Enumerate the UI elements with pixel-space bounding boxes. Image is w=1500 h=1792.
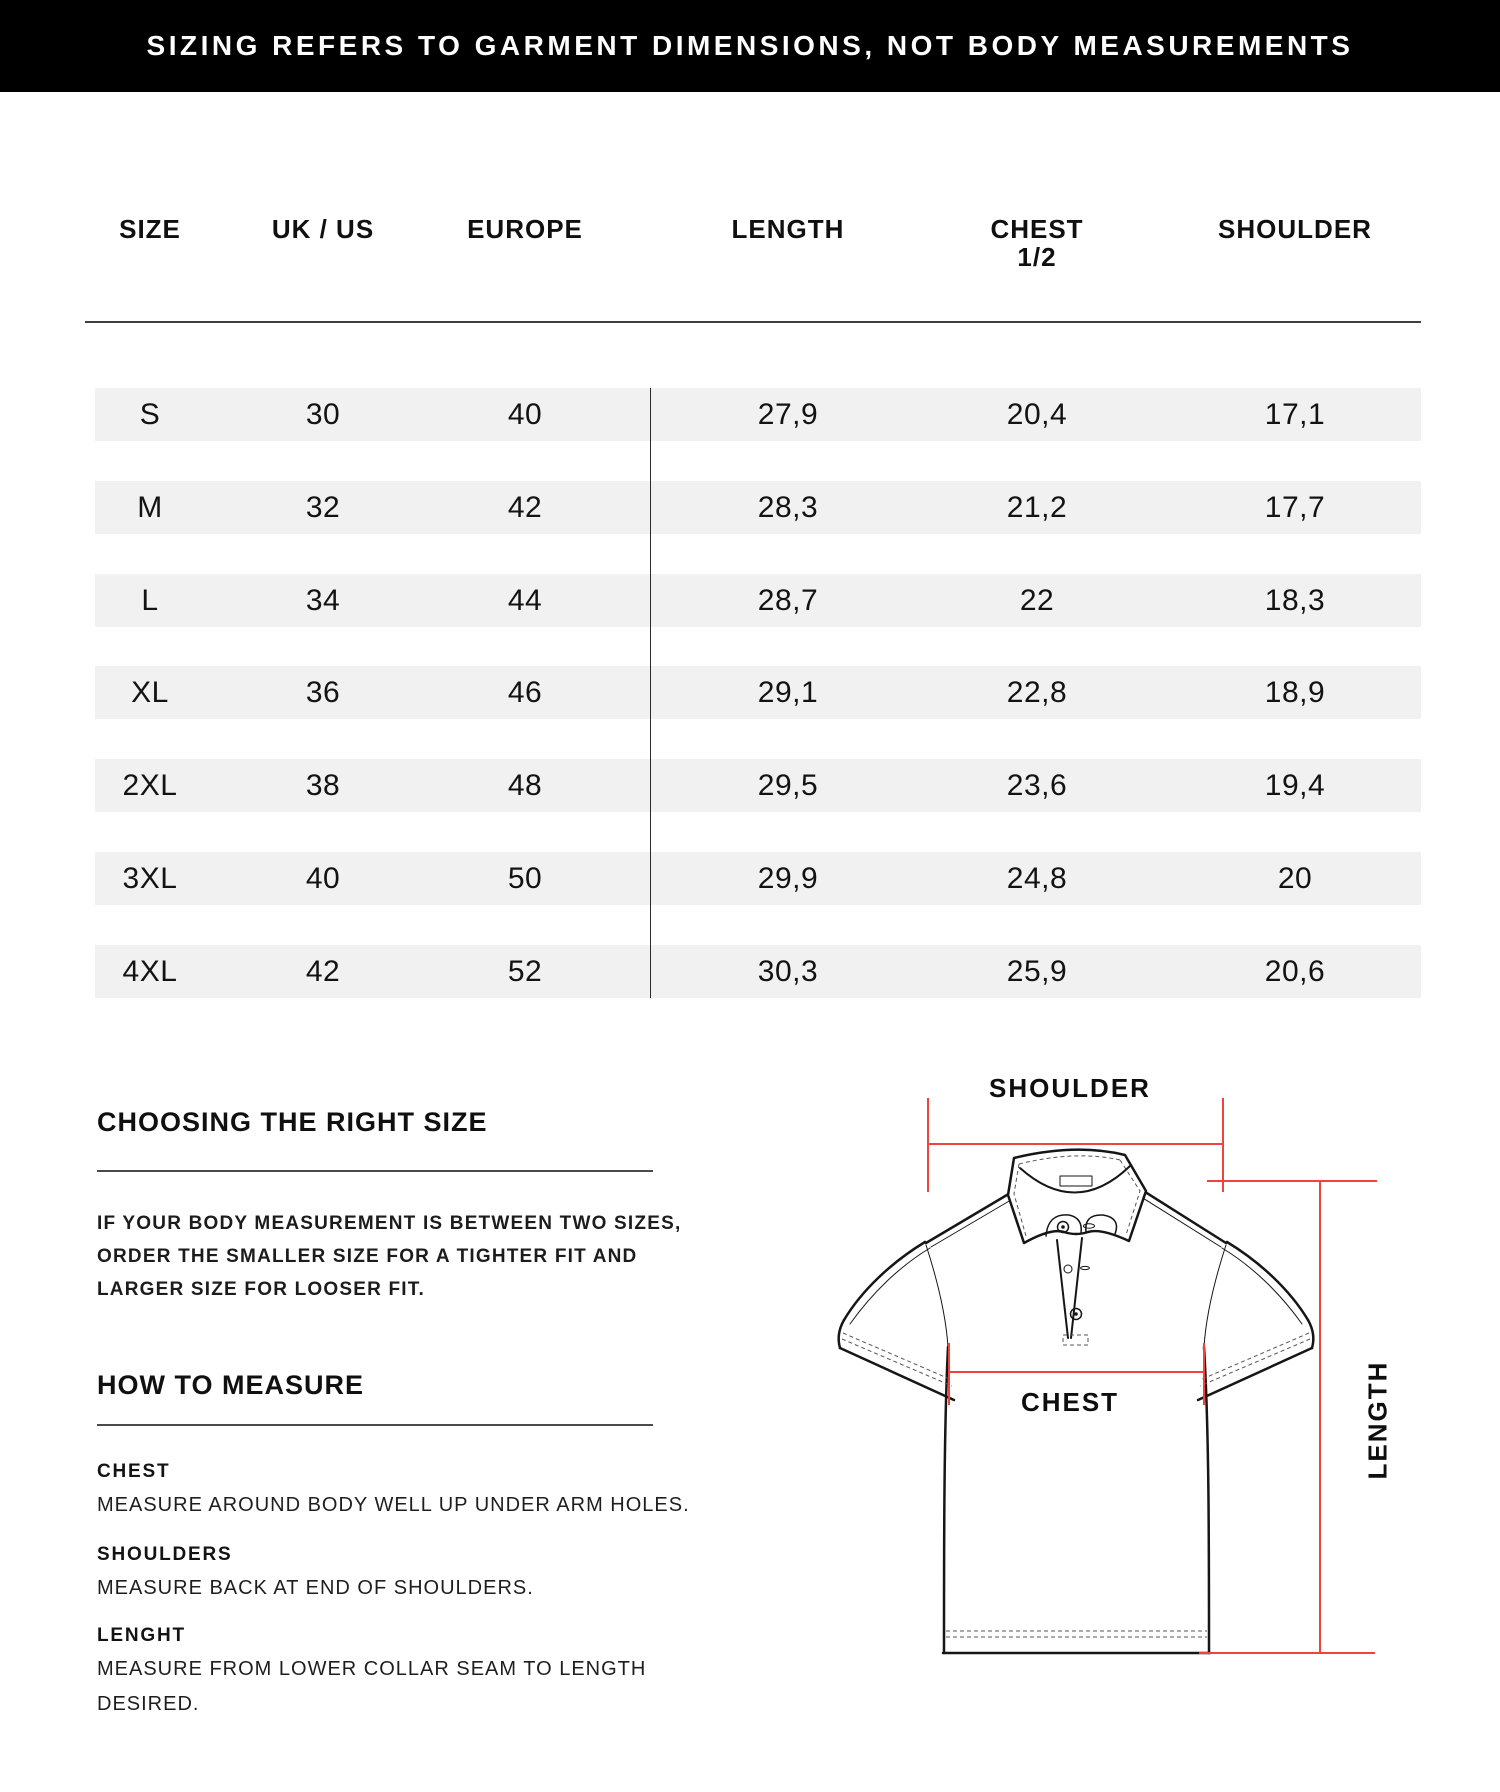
diagram-shoulder-label: SHOULDER [989,1073,1151,1103]
table-cell: 21,2 [1006,491,1068,524]
table-cell: 38 [305,769,341,802]
shirt-collar [1008,1150,1146,1243]
table-cell: 23,6 [1006,769,1068,802]
table-cell: 40 [305,862,341,895]
table-cell: XL [131,676,169,709]
text-line: LARGER SIZE FOR LOOSER FIT. [97,1279,425,1300]
table-cell: 29,5 [757,769,819,802]
table-row-l [95,574,1421,627]
how-to-measure-rule [97,1424,653,1426]
column-header-uk-us: UK / US [271,214,375,244]
choosing-size-paragraph [97,1207,681,1306]
table-cell: 52 [507,955,543,988]
column-header-sub: 1/2 [1017,242,1057,272]
table-cell: 28,7 [757,584,819,617]
column-header-chest: CHEST 1/2 [990,214,1084,272]
table-row-4xl [95,945,1421,998]
table-cell: 18,3 [1264,584,1326,617]
table-cell: L [141,584,159,617]
table-cell: 42 [305,955,341,988]
banner [0,0,1500,92]
table-top-rule [85,321,1421,323]
banner-text: SIZING REFERS TO GARMENT DIMENSIONS, NOT BODY MEASUREMENTS [146,30,1354,61]
table-cell: 50 [507,862,543,895]
text-line: DESIRED. [97,1693,200,1715]
table-cell: 30 [305,398,341,431]
measure-item-chest [97,1455,690,1523]
measure-term: CHEST [97,1461,171,1482]
table-cell: 30,3 [757,955,819,988]
table-cell: 48 [507,769,543,802]
table-row-s [95,388,1421,441]
table-cell: 46 [507,676,543,709]
how-to-measure-title: HOW TO MEASURE [97,1370,365,1400]
table-cell: 3XL [122,862,178,895]
table-cell: 40 [507,398,543,431]
polo-shirt-diagram [780,1060,1460,1680]
table-cell: 25,9 [1006,955,1068,988]
column-header-europe: EUROPE [467,214,583,244]
table-cell: S [139,398,161,431]
measure-item-length [97,1619,646,1722]
table-cell: 2XL [122,769,178,802]
table-cell: M [137,491,163,524]
table-cell: 24,8 [1006,862,1068,895]
text-line: IF YOUR BODY MEASUREMENT IS BETWEEN TWO SIZES, [97,1213,682,1234]
measure-description [97,1652,646,1722]
table-row-2xl [95,759,1421,812]
measure-description [97,1488,690,1523]
table-cell: 20 [1277,862,1313,895]
text-line: MEASURE BACK AT END OF SHOULDERS. [97,1577,534,1599]
choosing-size-rule [97,1170,653,1172]
table-cell: 4XL [122,955,178,988]
table-cell: 29,1 [757,676,819,709]
table-row-xl [95,666,1421,719]
table-cell: 22,8 [1006,676,1068,709]
table-cell: 42 [507,491,543,524]
column-header-size: SIZE [119,214,181,244]
column-header-length: LENGTH [731,214,845,244]
table-row-3xl [95,852,1421,905]
table-cell: 36 [305,676,341,709]
text-line: ORDER THE SMALLER SIZE FOR A TIGHTER FIT AND [97,1246,638,1267]
table-cell: 17,1 [1264,398,1326,431]
table-column-divider [650,388,651,998]
table-cell: 17,7 [1264,491,1326,524]
column-header-shoulder: SHOULDER [1218,214,1372,244]
table-cell: 20,6 [1264,955,1326,988]
table-cell: 19,4 [1264,769,1326,802]
table-cell: 28,3 [757,491,819,524]
table-cell: 29,9 [757,862,819,895]
table-cell: 34 [305,584,341,617]
diagram-chest-label: CHEST [1020,1387,1120,1417]
measure-term: LENGHT [97,1625,186,1646]
choosing-size-title: CHOOSING THE RIGHT SIZE [97,1107,488,1137]
measure-item-shoulders [97,1538,534,1606]
measure-term: SHOULDERS [97,1544,233,1565]
text-line: MEASURE FROM LOWER COLLAR SEAM TO LENGTH [97,1658,647,1680]
table-header-row [95,215,1421,285]
text-line: MEASURE AROUND BODY WELL UP UNDER ARM HOLES. [97,1494,690,1516]
table-cell: 27,9 [757,398,819,431]
table-cell: 22 [1019,584,1055,617]
table-row-m [95,481,1421,534]
measure-description [97,1571,534,1606]
table-cell: 44 [507,584,543,617]
table-cell: 32 [305,491,341,524]
table-cell: 18,9 [1264,676,1326,709]
diagram-length-label: LENGTH [1362,1360,1393,1480]
table-cell: 20,4 [1006,398,1068,431]
